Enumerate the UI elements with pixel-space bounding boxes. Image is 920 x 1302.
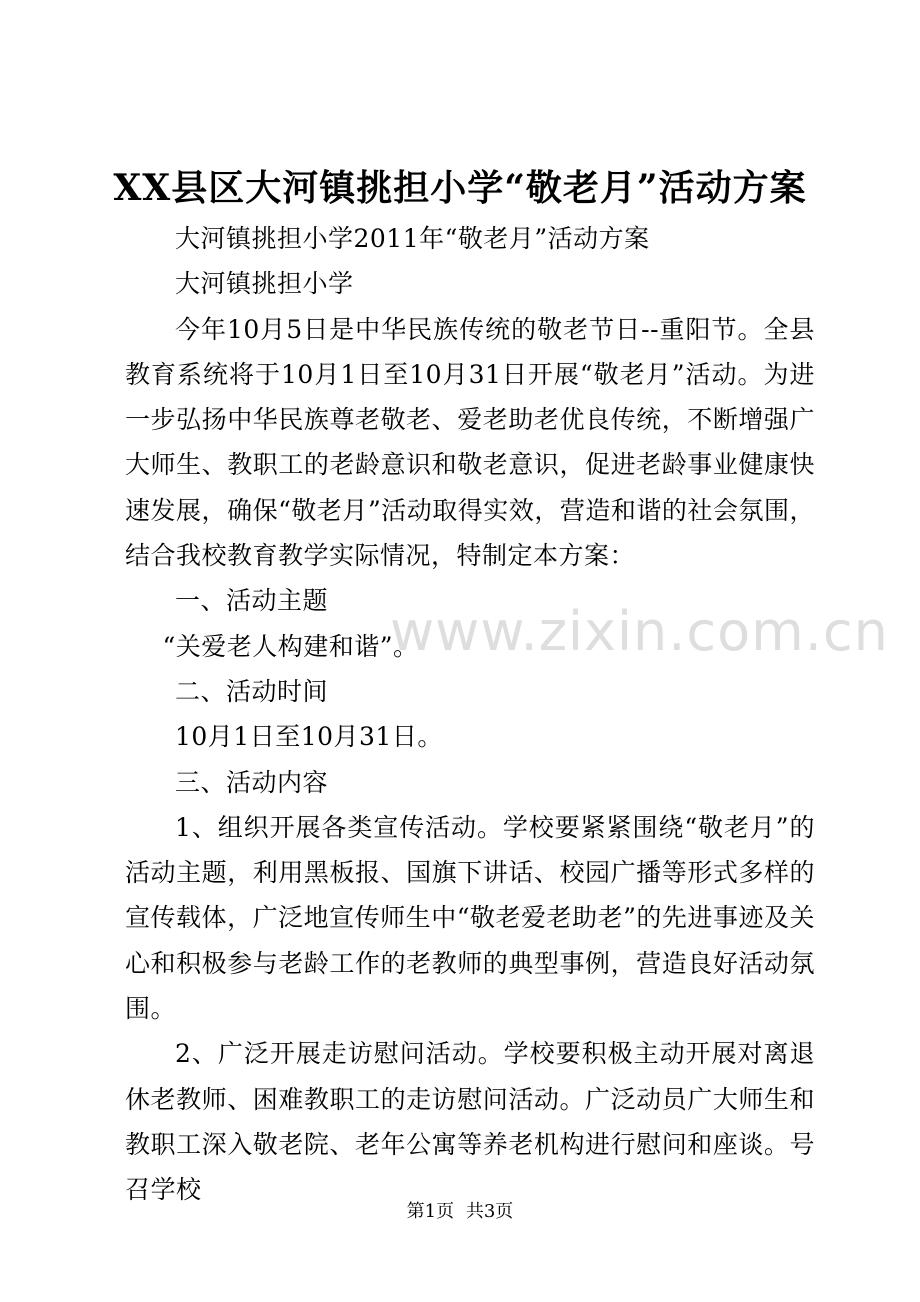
content-item-2: 2、广泛开展走访慰问活动。学校要积极主动开展对离退休老教师、困难教职工的走访慰问活动。广泛动员广大师生和教职工深入敬老院、老年公寓等养老机构进行慰问和座谈。号召学校 (125, 1039, 815, 1205)
content-item-1: 1、组织开展各类宣传活动。学校要紧紧围绕“敬老月”的活动主题，利用黑板报、国旗下讲话、校园广播等形式多样的宣传载体，广泛地宣传师生中“敬老爱老助老”的先进事迹及关心和积极参与老龄工作的老教师的典型事例，营造良好活动氛围。 (125, 812, 815, 1024)
document-title: XX县区大河镇挑担小学“敬老月”活动方案 (113, 167, 807, 209)
document-body (125, 216, 815, 1213)
page-total: 共3页 (465, 1201, 514, 1222)
section-heading-content: 三、活动内容 (175, 767, 329, 797)
time-paragraph: 10月1日至10月31日。 (175, 722, 443, 752)
section-heading-theme: 一、活动主题 (175, 586, 329, 616)
intro-paragraph: 今年10月5日是中华民族传统的敬老节日--重阳节。全县教育系统将于10月1日至10月31日开展“敬老月”活动。为进一步弘扬中华民族尊老敬老、爱老助老优良传统，不断增强广大师生、教职工的老龄意识和敬老意识，促进老龄事业健康快速发展，确保“敬老月”活动取得实效，营造和谐的社会氛围，结合我校教育教学实际情况，特制定本方案： (125, 314, 815, 571)
school-paragraph: 大河镇挑担小学 (175, 269, 354, 299)
theme-paragraph: “关爱老人构建和谐”。 (162, 631, 419, 661)
watermark: www.zixin.com.cn (390, 600, 889, 663)
subtitle-paragraph: 大河镇挑担小学2011年“敬老月”活动方案 (175, 224, 650, 253)
page-footer (0, 1200, 920, 1224)
section-heading-time: 二、活动时间 (175, 676, 329, 706)
page-number: 第1页 (406, 1201, 455, 1222)
